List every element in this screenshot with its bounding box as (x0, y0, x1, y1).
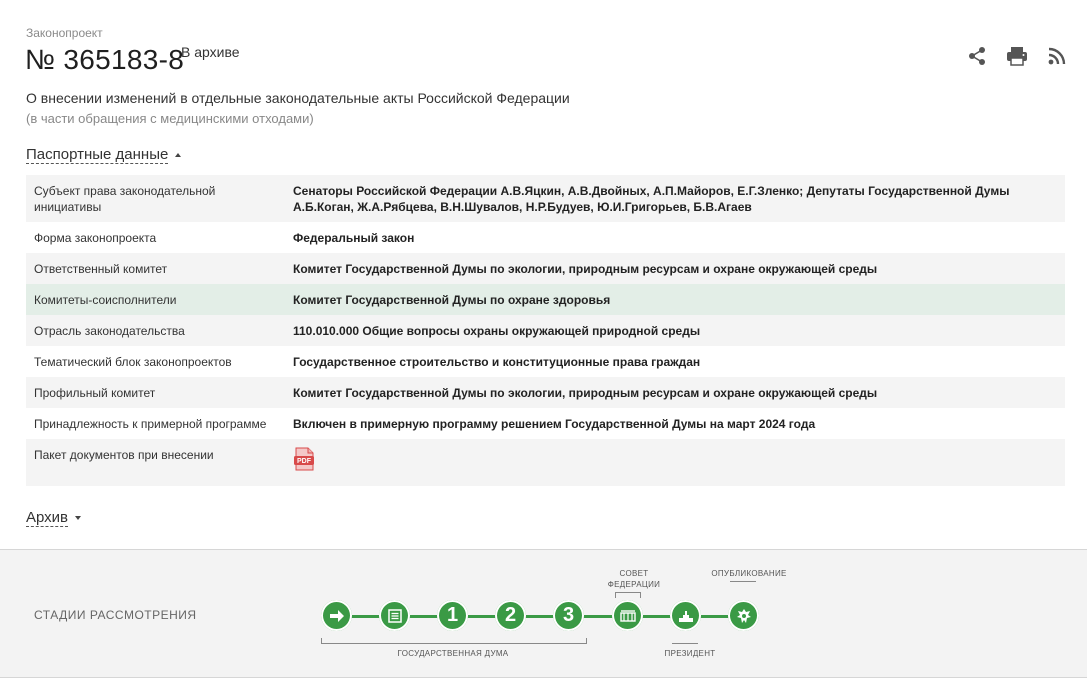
stages-panel (0, 549, 1087, 678)
pdf-icon[interactable] (293, 447, 317, 471)
caret-down-icon (75, 516, 81, 520)
duma-bracket (321, 638, 587, 644)
arrow-right-icon (329, 609, 345, 623)
doc-type-label: Законопроект (26, 26, 103, 40)
stage-label-publication: ОПУБЛИКОВАНИЕ (711, 569, 787, 578)
status-badge: В архиве (181, 44, 240, 60)
print-icon (1006, 46, 1028, 66)
row-value: Комитет Государственной Думы по экологии, природным ресурсам и охране окружающей среды (285, 377, 1065, 408)
table-row (26, 315, 1065, 346)
share-icon (967, 46, 987, 66)
document-list-icon (388, 609, 402, 623)
stage-node-president[interactable] (670, 600, 701, 631)
row-value: Государственное строительство и конституционные права граждан (285, 346, 1065, 377)
row-value (285, 439, 1065, 486)
print-button[interactable] (1006, 45, 1028, 67)
stage-label-council-line1: СОВЕТ (619, 569, 649, 578)
table-row (26, 346, 1065, 377)
table-row (26, 175, 1065, 222)
stage-node-reading-1[interactable] (437, 600, 468, 631)
publication-bracket (730, 581, 756, 587)
stage-label-duma: ГОСУДАРСТВЕННАЯ ДУМА (397, 649, 509, 658)
president-bracket (672, 638, 698, 644)
row-key: Принадлежность к примерной программе (26, 408, 285, 439)
passport-toggle-label: Паспортные данные (26, 146, 169, 163)
row-key: Отрасль законодательства (26, 315, 285, 346)
table-row (26, 253, 1065, 284)
bill-subtitle: (в части обращения с медицинскими отходами) (26, 111, 314, 126)
svg-text:PDF: PDF (297, 458, 311, 466)
row-value: Включен в примерную программу решением Государственной Думы на март 2024 года (285, 408, 1065, 439)
stage-node-federation-council[interactable] (612, 600, 643, 631)
stage-label-council-line2: ФЕДЕРАЦИИ (607, 580, 661, 589)
passport-toggle[interactable] (26, 146, 181, 164)
archive-toggle[interactable] (26, 509, 81, 527)
bill-title: О внесении изменений в отдельные законодательные акты Российской Федерации (26, 90, 570, 106)
stage-node-reading-2[interactable] (495, 600, 526, 631)
row-key: Ответственный комитет (26, 253, 285, 284)
row-value: Комитет Государственной Думы по охране здоровья (285, 284, 1065, 315)
row-key: Комитеты-соисполнители (26, 284, 285, 315)
row-key: Пакет документов при внесении (26, 439, 285, 486)
president-icon (678, 609, 694, 623)
stage-number: 2 (504, 604, 517, 626)
stages-title: СТАДИИ РАССМОТРЕНИЯ (34, 608, 197, 622)
emblem-icon (736, 608, 752, 624)
row-value: 110.010.000 Общие вопросы охраны окружающей природной среды (285, 315, 1065, 346)
table-row (26, 284, 1065, 315)
row-key: Форма законопроекта (26, 222, 285, 253)
rss-button[interactable] (1046, 45, 1068, 67)
row-value: Сенаторы Российской Федерации А.В.Яцкин, А.В.Двойных, А.П.Майоров, Е.Г.Зленко; Депутаты Государственной Думы А.Б.Коган, Ж.А.Рябцева, В.Н.Шувалов, Н.Р.Будуев, Ю.И.Григорьев, Б.В.Агаев (285, 175, 1065, 222)
row-value: Комитет Государственной Думы по экологии, природным ресурсам и охране окружающей среды (285, 253, 1065, 284)
federation-council-icon (620, 610, 636, 622)
row-key: Тематический блок законопроектов (26, 346, 285, 377)
table-row (26, 222, 1065, 253)
table-row (26, 439, 1065, 486)
passport-table (26, 175, 1065, 486)
stage-label-president: ПРЕЗИДЕНТ (664, 649, 716, 658)
stage-node-publication[interactable] (728, 600, 759, 631)
bill-number: № 365183-8 (25, 44, 185, 75)
stage-node-introduced[interactable] (321, 600, 352, 631)
stage-number: 1 (446, 604, 459, 626)
caret-up-icon (175, 153, 181, 157)
row-value: Федеральный закон (285, 222, 1065, 253)
table-row (26, 408, 1065, 439)
council-bracket (615, 592, 641, 598)
row-key: Профильный комитет (26, 377, 285, 408)
share-button[interactable] (966, 45, 988, 67)
rss-icon (1048, 47, 1066, 65)
archive-toggle-label: Архив (26, 509, 69, 526)
table-row (26, 377, 1065, 408)
row-key: Субъект права законодательной инициативы (26, 175, 285, 222)
stage-node-preliminary[interactable] (379, 600, 410, 631)
stage-number: 3 (562, 604, 575, 626)
header-actions (966, 45, 1068, 67)
stage-node-reading-3[interactable] (553, 600, 584, 631)
